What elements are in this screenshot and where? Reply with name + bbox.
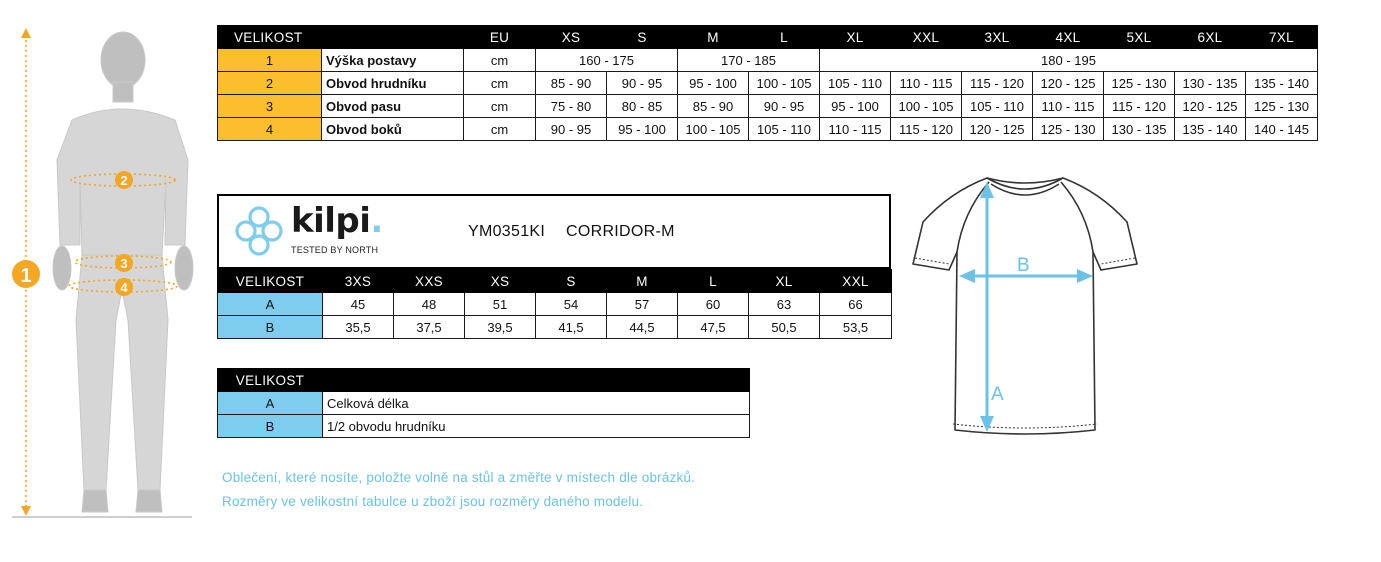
- table-cell: 80 - 85: [607, 95, 678, 118]
- table-cell: 60: [678, 293, 749, 316]
- row-label: Výška postavy: [322, 49, 464, 72]
- header-velikost: VELIKOST: [218, 369, 323, 392]
- header-3xs: 3XS: [323, 270, 394, 293]
- table-cell: 100 - 105: [891, 95, 962, 118]
- table-row: [218, 118, 1318, 141]
- table-cell: 115 - 120: [962, 72, 1033, 95]
- table-cell: 105 - 110: [962, 95, 1033, 118]
- header-s: S: [607, 26, 678, 49]
- header-7xl: 7XL: [1246, 26, 1318, 49]
- table-cell: 110 - 115: [891, 72, 962, 95]
- table-cell: 41,5: [536, 316, 607, 339]
- row-number: 3: [218, 95, 322, 118]
- table-cell: 130 - 135: [1104, 118, 1175, 141]
- row-number: 4: [218, 118, 322, 141]
- table-cell: 110 - 115: [820, 118, 891, 141]
- marker-4-label: 4: [120, 280, 128, 295]
- body-figure: [0, 20, 200, 525]
- row-unit: cm: [464, 49, 536, 72]
- row-unit: cm: [464, 118, 536, 141]
- table-cell: 95 - 100: [820, 95, 891, 118]
- brand-name-text: kilpi: [291, 201, 371, 241]
- header-xl: XL: [820, 26, 891, 49]
- legend-key: B: [218, 415, 323, 438]
- header-l: L: [749, 26, 820, 49]
- table-cell: 105 - 110: [820, 72, 891, 95]
- marker-3-label: 3: [120, 256, 128, 271]
- product-code: YM0351KI: [468, 223, 546, 240]
- table-cell: 100 - 105: [678, 118, 749, 141]
- legend-desc: Celková délka: [323, 392, 750, 415]
- row-unit: cm: [464, 95, 536, 118]
- table-cell: 100 - 105: [749, 72, 820, 95]
- header-xxl: XXL: [820, 270, 892, 293]
- legend-table: [217, 368, 750, 438]
- row-unit: cm: [464, 72, 536, 95]
- table-row: [218, 95, 1318, 118]
- legend-header: [218, 369, 750, 392]
- table-row: [218, 72, 1318, 95]
- table-row: [218, 316, 892, 339]
- header-xl: XL: [749, 270, 820, 293]
- note-line: Rozměry ve velikostní tabulce u zboží jsou rozměry daného modelu.: [222, 494, 644, 509]
- marker-2-label: 2: [120, 173, 128, 188]
- table-cell: 125 - 130: [1033, 118, 1104, 141]
- brand-name: [291, 202, 383, 240]
- table-cell: 35,5: [323, 316, 394, 339]
- table-cell: 57: [607, 293, 678, 316]
- table-cell: 85 - 90: [678, 95, 749, 118]
- header-eu: EU: [464, 26, 536, 49]
- header-5xl: 5XL: [1104, 26, 1175, 49]
- table-cell: 135 - 140: [1175, 118, 1246, 141]
- table-cell: 37,5: [394, 316, 465, 339]
- header-velikost: VELIKOST: [218, 26, 322, 49]
- table-cell: 140 - 145: [1246, 118, 1318, 141]
- note-line: Oblečení, které nosíte, položte volně na stůl a změřte v místech dle obrázků.: [222, 470, 696, 485]
- label-b: B: [1017, 255, 1030, 276]
- header-m: M: [678, 26, 749, 49]
- table-cell: 44,5: [607, 316, 678, 339]
- height-range: 160 - 175: [536, 49, 678, 72]
- table-cell: 95 - 100: [678, 72, 749, 95]
- table-cell: 90 - 95: [607, 72, 678, 95]
- header-xxl: XXL: [891, 26, 962, 49]
- table-cell: 66: [820, 293, 892, 316]
- kilpi-logo-icon: [233, 204, 285, 258]
- header-velikost: VELIKOST: [218, 270, 323, 293]
- row-label: Obvod pasu: [322, 95, 464, 118]
- table-row: [218, 49, 1318, 72]
- marker-1-label: 1: [20, 265, 32, 287]
- table-cell: 115 - 120: [891, 118, 962, 141]
- product-header: [217, 194, 891, 269]
- table-cell: 115 - 120: [1104, 95, 1175, 118]
- table-cell: 120 - 125: [1175, 95, 1246, 118]
- header-xs: XS: [536, 26, 607, 49]
- product-size-table: [217, 269, 892, 339]
- row-label: Obvod boků: [322, 118, 464, 141]
- header-xxs: XXS: [394, 270, 465, 293]
- table-cell: 125 - 130: [1104, 72, 1175, 95]
- row-number: 1: [218, 49, 322, 72]
- header-label: [322, 26, 464, 49]
- table-row: [218, 415, 750, 438]
- header-6xl: 6XL: [1175, 26, 1246, 49]
- table-cell: 48: [394, 293, 465, 316]
- row-label: Obvod hrudníku: [322, 72, 464, 95]
- table-cell: 50,5: [749, 316, 820, 339]
- height-range: 170 - 185: [678, 49, 820, 72]
- table-cell: 95 - 100: [607, 118, 678, 141]
- legend-desc: 1/2 obvodu hrudníku: [323, 415, 750, 438]
- table-cell: 90 - 95: [536, 118, 607, 141]
- table-cell: 130 - 135: [1175, 72, 1246, 95]
- table-row: [218, 392, 750, 415]
- table-cell: 135 - 140: [1246, 72, 1318, 95]
- brand-dot: .: [370, 201, 383, 241]
- height-range: 180 - 195: [820, 49, 1318, 72]
- row-label: A: [218, 293, 323, 316]
- table-row: [218, 293, 892, 316]
- header-empty: [323, 369, 750, 392]
- size-table: [217, 25, 1318, 141]
- header-m: M: [607, 270, 678, 293]
- legend-key: A: [218, 392, 323, 415]
- table-cell: 85 - 90: [536, 72, 607, 95]
- row-label: B: [218, 316, 323, 339]
- header-s: S: [536, 270, 607, 293]
- row-number: 2: [218, 72, 322, 95]
- product-table-header: [218, 270, 892, 293]
- table-cell: 90 - 95: [749, 95, 820, 118]
- table-cell: 54: [536, 293, 607, 316]
- header-l: L: [678, 270, 749, 293]
- table-cell: 53,5: [820, 316, 892, 339]
- label-a: A: [991, 384, 1004, 405]
- table-cell: 75 - 80: [536, 95, 607, 118]
- header-xs: XS: [465, 270, 536, 293]
- table-cell: 125 - 130: [1246, 95, 1318, 118]
- header-4xl: 4XL: [1033, 26, 1104, 49]
- table-cell: 120 - 125: [962, 118, 1033, 141]
- tshirt-figure: [905, 172, 1145, 442]
- table-cell: 110 - 115: [1033, 95, 1104, 118]
- table-cell: 63: [749, 293, 820, 316]
- brand-tagline: TESTED BY NORTH: [291, 245, 379, 255]
- table-cell: 45: [323, 293, 394, 316]
- table-cell: 120 - 125: [1033, 72, 1104, 95]
- table-cell: 39,5: [465, 316, 536, 339]
- table-cell: 105 - 110: [749, 118, 820, 141]
- table-cell: 47,5: [678, 316, 749, 339]
- table-cell: 51: [465, 293, 536, 316]
- size-table-header: [218, 26, 1318, 49]
- header-3xl: 3XL: [962, 26, 1033, 49]
- product-name: CORRIDOR-M: [566, 223, 675, 240]
